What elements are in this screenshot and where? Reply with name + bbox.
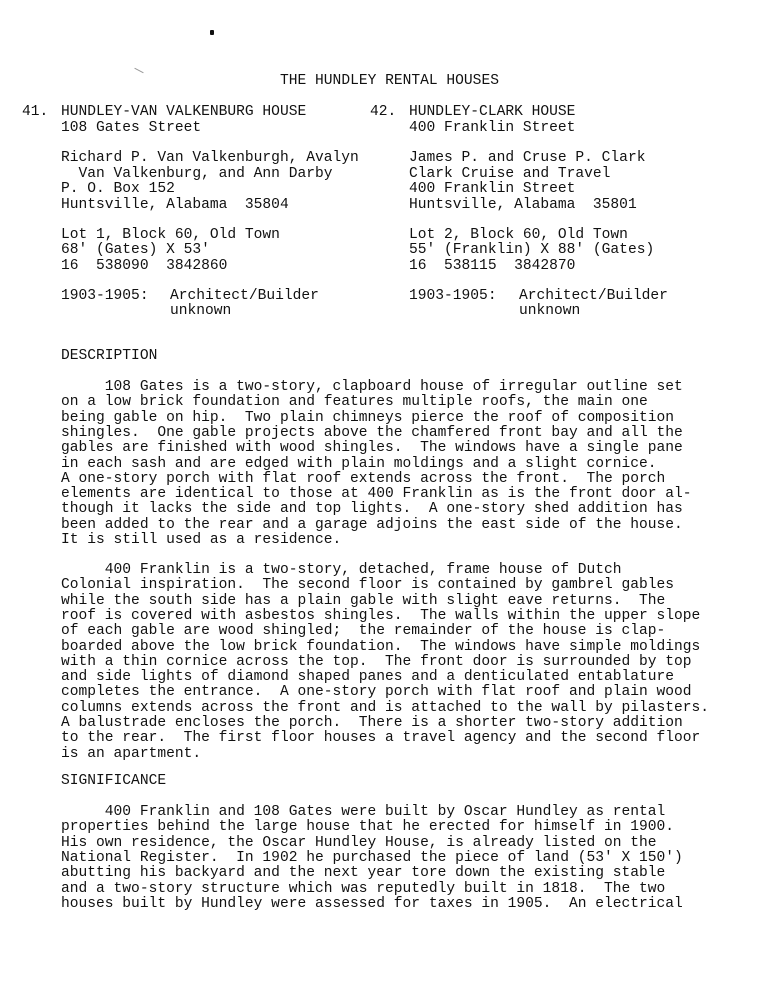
lot-line: Lot 2, Block 60, Old Town	[409, 227, 628, 243]
builder-line: Architect/Builder	[519, 288, 668, 304]
text-line: A one-story porch with flat roof extends across the front. The porch	[61, 470, 666, 487]
text-line: being gable on hip. Two plain chimneys pierce the roof of composition	[61, 409, 675, 426]
owner-line: Richard P. Van Valkenburgh, Avalyn	[61, 150, 359, 166]
text-line: in each sash and are edged with plain moldings and a slight cornice.	[61, 455, 657, 472]
text-line: 400 Franklin is a two-story, detached, frame house of Dutch	[61, 562, 622, 578]
text-line: while the south side has a plain gable with slight eave returns. The	[61, 592, 666, 609]
builder-line: Architect/Builder	[170, 288, 319, 304]
text-line: Colonial inspiration. The second floor is contained by gambrel gables	[61, 577, 675, 594]
text-line: on a low brick foundation and features multiple roofs, the main one	[61, 394, 648, 411]
owner-line: Huntsville, Alabama 35804	[61, 197, 289, 213]
text-line: and side lights of diamond shaped panes and a denticulated entablature	[61, 669, 675, 686]
owner-line: James P. and Cruse P. Clark	[409, 150, 646, 166]
owner-line: P. O. Box 152	[61, 181, 175, 197]
owner-line: Van Valkenburg, and Ann Darby	[61, 166, 333, 182]
text-line: shingles. One gable projects above the chamfered front bay and all the	[61, 424, 683, 441]
text-line: though it lacks the side and top lights. A one-story shed addition has	[61, 501, 683, 518]
builder-line: unknown	[519, 303, 581, 319]
text-line: with a thin cornice across the top. The front door is surrounded by top	[61, 653, 692, 670]
lot-line: 55' (Franklin) X 88' (Gates)	[409, 242, 655, 258]
text-line: columns extends across the front and is attached to the wall by pilasters.	[61, 699, 710, 716]
text-line: is an apartment.	[61, 745, 202, 762]
date-left: 1903-1905:	[61, 288, 149, 304]
entry-number-right: 42.	[370, 104, 397, 120]
lot-line: 16 538090 3842860	[61, 258, 228, 274]
owner-line: Clark Cruise and Travel	[409, 166, 611, 182]
lot-line: Lot 1, Block 60, Old Town	[61, 227, 280, 243]
text-line: of each gable are wood shingled; the remainder of the house is clap-	[61, 623, 666, 640]
builder-line: unknown	[170, 303, 232, 319]
text-line: to the rear. The first floor houses a travel agency and the second floor	[61, 730, 701, 747]
text-line: A balustrade encloses the porch. There is a shorter two-story addition	[61, 715, 683, 731]
text-line: elements are identical to those at 400 Franklin as is the front door al-	[61, 486, 692, 503]
text-line: National Register. In 1902 he purchased the piece of land (53' X 150')	[61, 849, 683, 866]
text-line: 108 Gates is a two-story, clapboard house of irregular outline set	[61, 379, 683, 395]
house-name-right: HUNDLEY-CLARK HOUSE	[409, 104, 576, 120]
text-line: abutting his backyard and the next year tore down the existing stable	[61, 865, 666, 882]
text-line: and a two-story structure which was reputedly built in 1818. The two	[61, 880, 666, 897]
house-address-left: 108 Gates Street	[61, 120, 202, 136]
lot-line: 68' (Gates) X 53'	[61, 242, 210, 258]
text-line: houses built by Hundley were assessed for taxes in 1905. An electrical	[61, 895, 683, 912]
text-line: properties behind the large house that he erected for himself in 1900.	[61, 819, 675, 836]
text-line: roof is covered with asbestos shingles. The walls within the upper slope	[61, 607, 701, 624]
house-address-right: 400 Franklin Street	[409, 120, 576, 136]
date-right: 1903-1905:	[409, 288, 497, 304]
owner-line: Huntsville, Alabama 35801	[409, 197, 637, 213]
section-heading-description: DESCRIPTION	[61, 348, 158, 364]
ink-speck	[210, 30, 214, 35]
lot-line: 16 538115 3842870	[409, 258, 576, 274]
section-heading-significance: SIGNIFICANCE	[61, 773, 167, 789]
text-line: His own residence, the Oscar Hundley House, is already listed on the	[61, 834, 657, 851]
text-line: completes the entrance. A one-story porch with flat roof and plain wood	[61, 684, 692, 701]
text-line: been added to the rear and a garage adjoins the east side of the house.	[61, 516, 683, 533]
owner-line: 400 Franklin Street	[409, 181, 576, 197]
entry-number-left: 41.	[22, 104, 49, 120]
text-line: boarded above the low brick foundation. The windows have simple moldings	[61, 638, 701, 655]
text-line: gables are finished with wood shingles. The windows have a single pane	[61, 440, 683, 457]
document-title: THE HUNDLEY RENTAL HOUSES	[280, 73, 499, 89]
house-name-left: HUNDLEY-VAN VALKENBURG HOUSE	[61, 104, 307, 120]
text-line: 400 Franklin and 108 Gates were built by Oscar Hundley as rental	[61, 804, 666, 820]
text-line: It is still used as a residence.	[61, 532, 342, 548]
